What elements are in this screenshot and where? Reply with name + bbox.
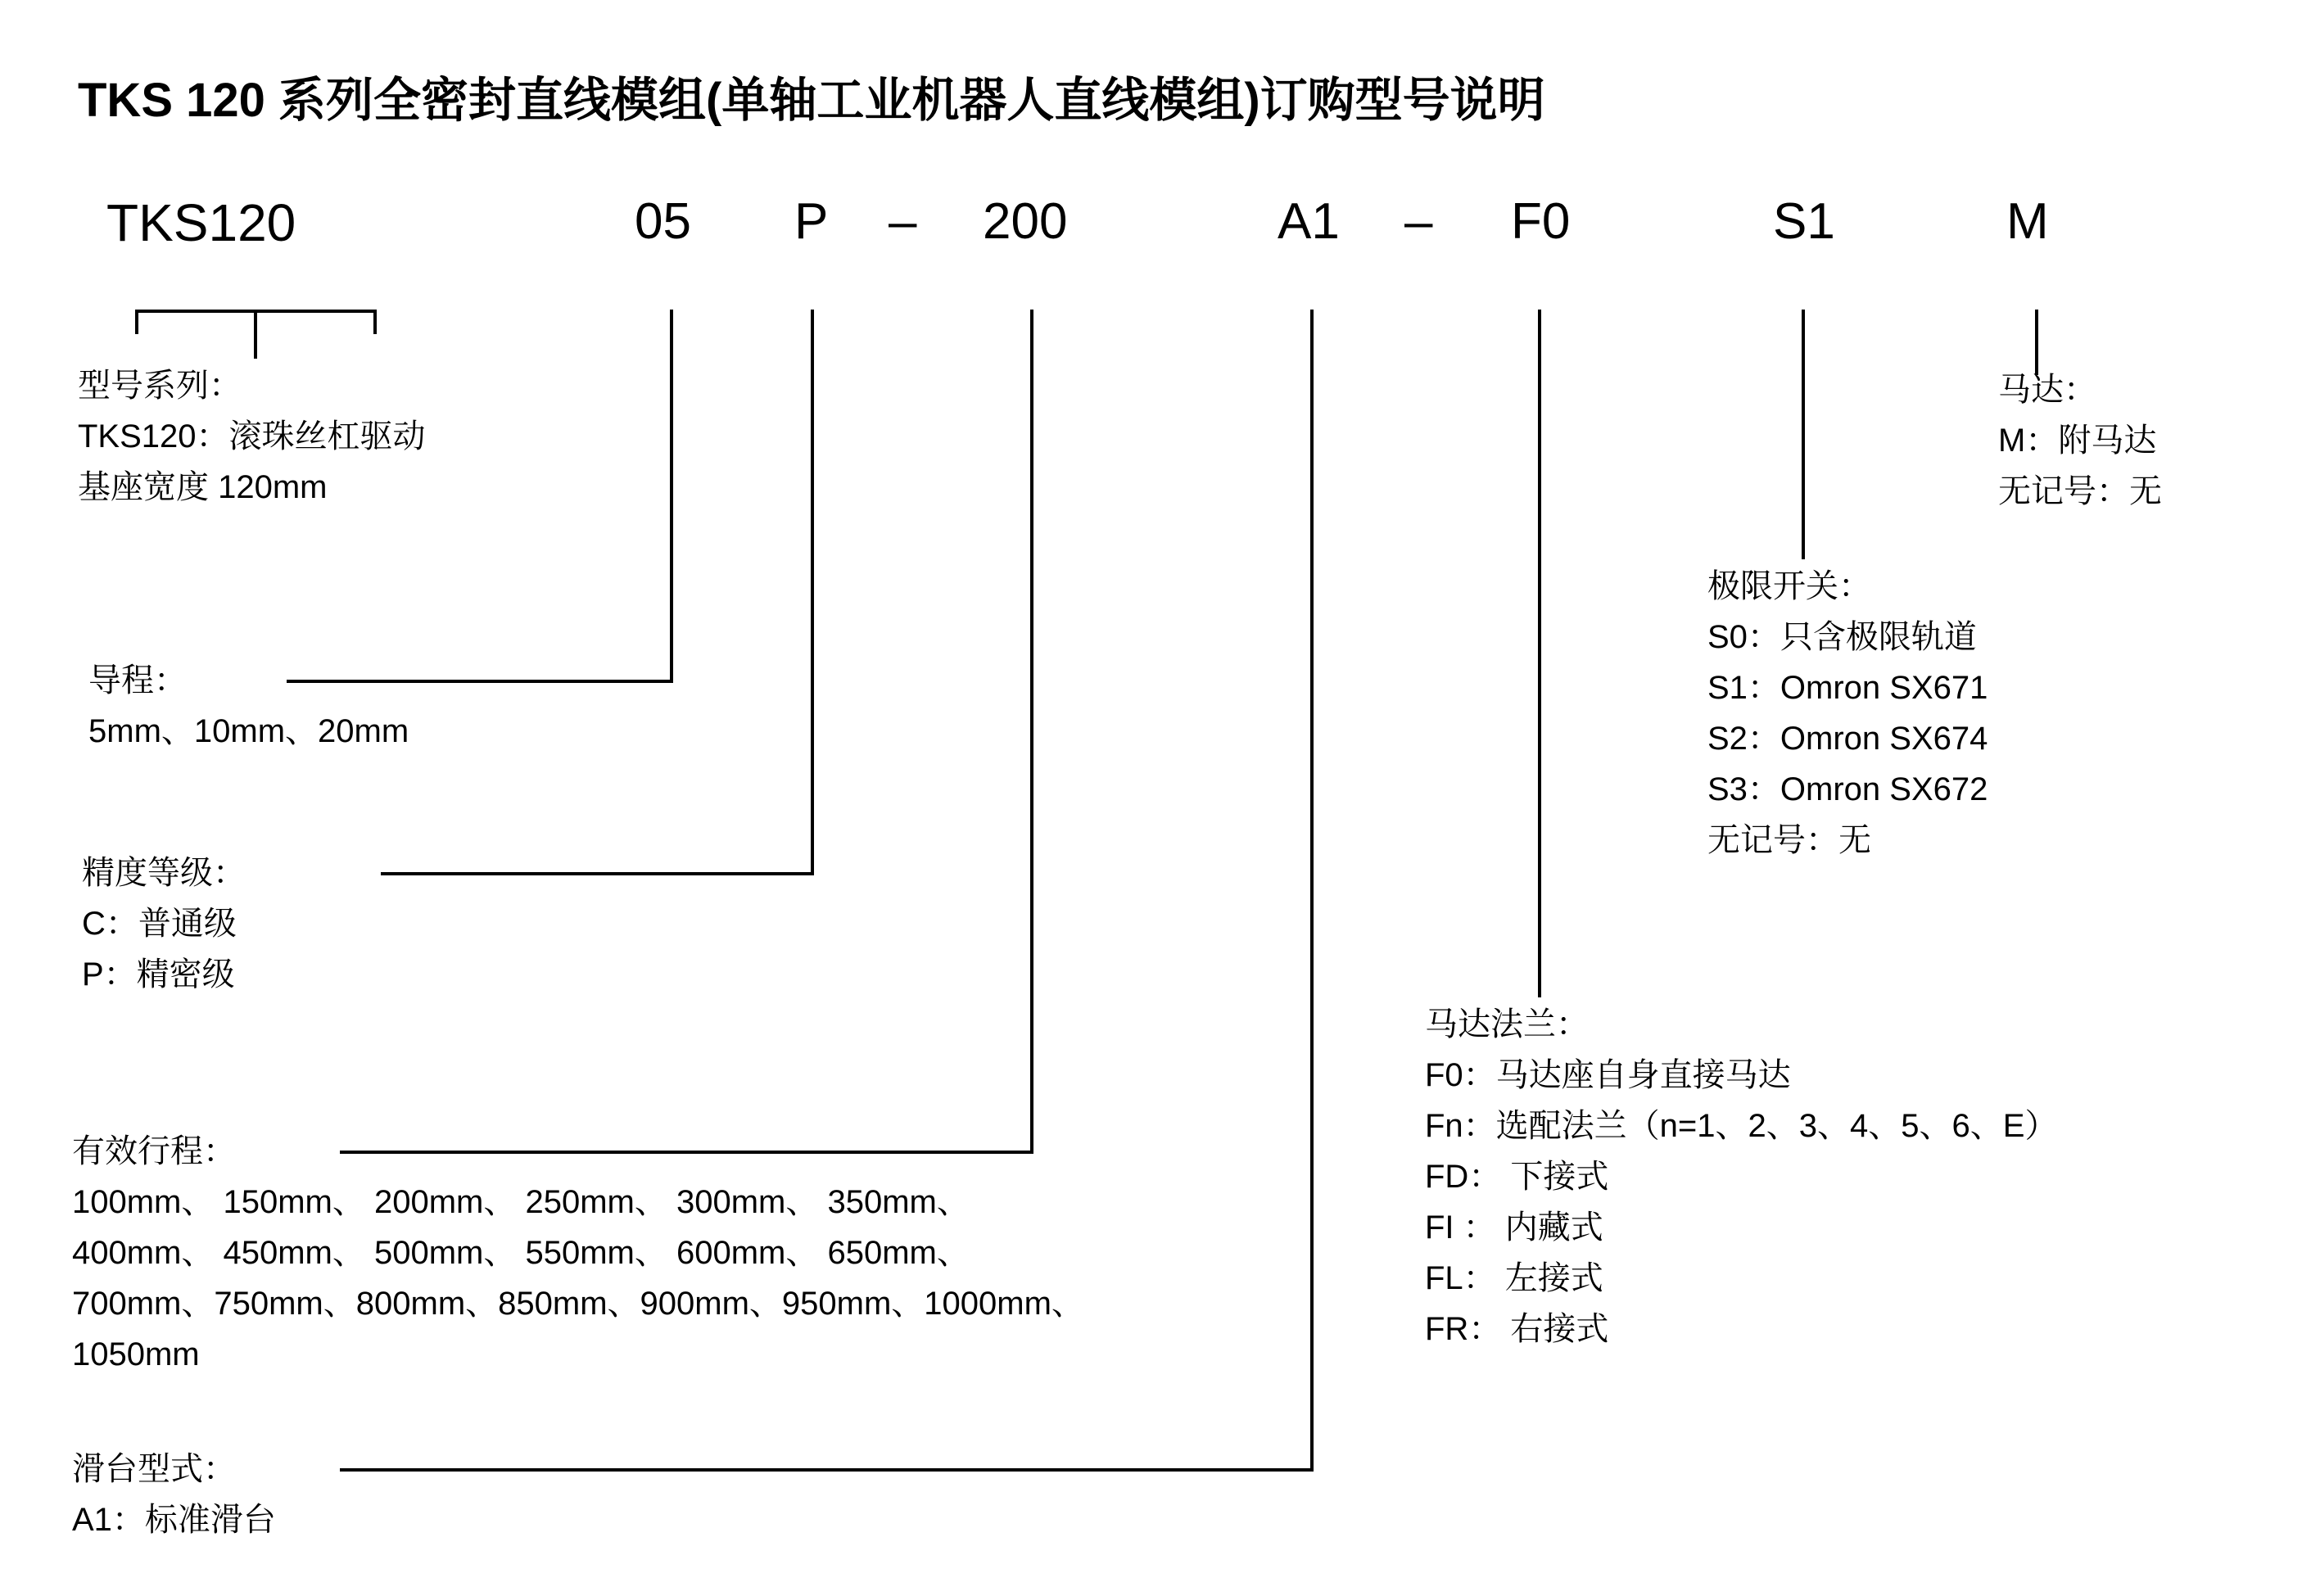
code-stroke: 200 — [983, 193, 1068, 250]
leader-table-horizontal — [340, 1468, 1314, 1472]
block-grade-line-1: P：精密级 — [82, 956, 235, 992]
block-flange-line-1: Fn：选配法兰（n=1、2、3、4、5、6、E） — [1425, 1108, 2058, 1144]
block-grade — [82, 848, 246, 1000]
leader-flange-vertical — [1538, 310, 1541, 997]
block-stroke — [72, 1126, 1084, 1380]
block-switch-line-3: S3：Omron SX672 — [1707, 771, 1988, 807]
block-switch-header: 极限开关： — [1707, 568, 1871, 604]
code-motor: M — [2006, 193, 2049, 250]
block-motor-line-1: 无记号：无 — [1998, 473, 2162, 509]
block-stroke-line-3: 1050mm — [72, 1336, 200, 1372]
leader-grade-vertical — [811, 310, 814, 875]
block-lead — [88, 655, 409, 757]
block-series-line-0: TKS120：滚珠丝杠驱动 — [78, 418, 426, 454]
leader-stroke-vertical — [1030, 310, 1033, 1153]
block-stroke-line-1: 400mm、 450mm、 500mm、 550mm、 600mm、 650mm、 — [72, 1235, 970, 1271]
block-table-line-0: A1：标准滑台 — [72, 1502, 276, 1538]
block-table — [72, 1444, 276, 1545]
code-grade: P — [794, 193, 829, 250]
block-switch — [1707, 561, 1988, 866]
page-title: TKS 120 系列全密封直线模组(单轴工业机器人直线模组)订购型号说明 — [78, 74, 1545, 127]
block-stroke-header: 有效行程： — [72, 1133, 236, 1169]
leader-series-tick-left — [135, 310, 138, 334]
block-switch-line-2: S2：Omron SX674 — [1707, 721, 1988, 757]
block-switch-line-4: 无记号：无 — [1707, 822, 1871, 858]
code-dash-2: – — [1404, 193, 1433, 250]
block-flange-header: 马达法兰： — [1425, 1006, 1589, 1042]
block-series — [78, 360, 426, 513]
block-flange-line-3: FI ： 内藏式 — [1425, 1209, 1603, 1246]
code-dash-1: – — [889, 193, 917, 250]
code-lead: 05 — [635, 193, 691, 250]
leader-series-tick-right — [373, 310, 377, 334]
block-motor-line-0: M：附马达 — [1998, 423, 2157, 459]
block-grade-line-0: C：普通级 — [82, 906, 237, 942]
block-grade-header: 精度等级： — [82, 855, 246, 891]
leader-table-vertical — [1310, 310, 1314, 1471]
leader-switch-vertical — [1802, 310, 1805, 559]
block-switch-line-0: S0：只含极限轨道 — [1707, 619, 1977, 655]
block-lead-line-0: 5mm、10mm、20mm — [88, 713, 409, 749]
code-table: A1 — [1278, 193, 1340, 250]
leader-grade-horizontal — [381, 872, 814, 875]
block-series-line-1: 基座宽度 120mm — [78, 469, 328, 505]
block-stroke-line-0: 100mm、 150mm、 200mm、 250mm、 300mm、 350mm、 — [72, 1184, 970, 1220]
block-motor — [1998, 364, 2162, 517]
code-series: TKS120 — [106, 193, 296, 252]
code-switch: S1 — [1773, 193, 1835, 250]
block-motor-header: 马达： — [1998, 372, 2096, 408]
block-stroke-line-2: 700mm、750mm、800mm、850mm、900mm、950mm、1000mm、 — [72, 1286, 1084, 1322]
block-flange-line-0: F0：马达座自身直接马达 — [1425, 1057, 1791, 1093]
block-flange-line-4: FL： 左接式 — [1425, 1260, 1603, 1296]
block-table-header: 滑台型式： — [72, 1451, 236, 1487]
block-flange-line-2: FD： 下接式 — [1425, 1159, 1609, 1195]
block-lead-header: 导程： — [88, 662, 187, 699]
block-series-header: 型号系列： — [78, 368, 242, 404]
block-flange — [1425, 999, 2057, 1354]
block-flange-line-5: FR： 右接式 — [1425, 1311, 1609, 1347]
leader-series-down — [254, 310, 257, 359]
leader-lead-vertical — [670, 310, 673, 682]
block-switch-line-1: S1：Omron SX671 — [1707, 670, 1988, 706]
code-flange: F0 — [1511, 193, 1571, 250]
